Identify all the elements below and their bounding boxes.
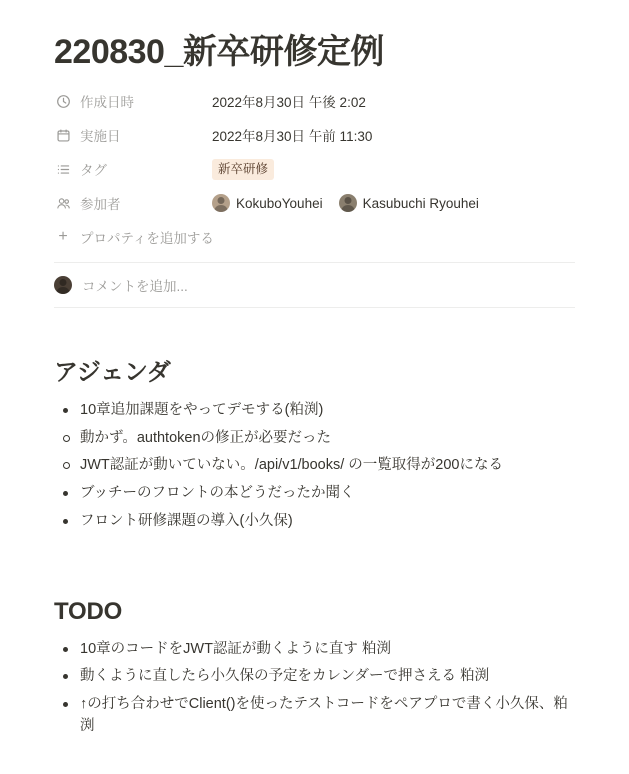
list-item[interactable]: JWT認証が動いていない。/api/v1/books/ の一覧取得が200になる [54,452,575,480]
property-name-participants: 参加者 [80,197,121,213]
property-name-date: 実施日 [80,129,121,145]
clock-icon [54,92,72,110]
avatar [54,276,72,294]
properties-list [54,87,575,252]
agenda-list [54,397,575,536]
page-title[interactable]: 220830_新卒研修定例 [54,33,384,71]
section-heading-agenda[interactable]: アジェンダ [54,358,171,386]
todo-list [54,636,575,741]
avatar [212,194,230,212]
property-label-participants [54,193,212,213]
participant-chip[interactable] [339,194,479,212]
property-value-tags[interactable] [212,159,274,181]
section-heading-todo[interactable]: TODO [54,597,123,625]
property-name-created-time: 作成日時 [80,95,134,111]
list-item[interactable]: ↑の打ち合わせでClient()を使ったテストコードをペアプロで書く小久保、粕渕 [54,691,575,741]
list-item[interactable]: 動くように直したら小久保の予定をカレンダーで押さえる 粕渕 [54,663,575,691]
property-row-tags[interactable] [54,155,575,184]
tag-chip[interactable]: 新卒研修 [212,159,274,181]
comment-input-row[interactable] [54,263,575,308]
avatar [339,194,357,212]
list-icon [54,160,72,178]
property-row-date[interactable] [54,121,575,150]
property-label-date [54,125,212,145]
property-row-participants[interactable] [54,189,575,218]
comment-placeholder[interactable]: コメントを追加... [82,278,188,294]
list-item[interactable]: 10章追加課題をやってデモする(粕渕) [54,397,575,425]
property-label-created-time [54,91,212,111]
people-icon [54,194,72,212]
participant-chip[interactable] [212,194,323,212]
property-value-date[interactable]: 2022年8月30日 午前 11:30 [212,129,373,145]
add-property-label: プロパティを追加する [80,231,214,247]
participant-name: Kasubuchi Ryouhei [362,195,479,211]
list-item[interactable]: 動かず。authtokenの修正が必要だった [54,425,575,453]
participant-name: KokuboYouhei [236,195,323,211]
add-property-button[interactable] [54,223,575,252]
agenda-sublist [54,425,575,481]
property-value-created-time[interactable]: 2022年8月30日 午後 2:02 [212,95,366,111]
property-name-tags: タグ [80,163,107,179]
property-row-created-time[interactable] [54,87,575,116]
plus-icon: + [58,228,68,246]
calendar-icon [54,126,72,144]
list-item[interactable]: 10章のコードをJWT認証が動くように直す 粕渕 [54,636,575,664]
list-item[interactable]: ブッチーのフロントの本どうだったか聞く [54,480,575,508]
property-value-participants[interactable] [212,194,495,212]
property-label-tags [54,159,212,179]
list-item[interactable]: フロント研修課題の導入(小久保) [54,508,575,536]
